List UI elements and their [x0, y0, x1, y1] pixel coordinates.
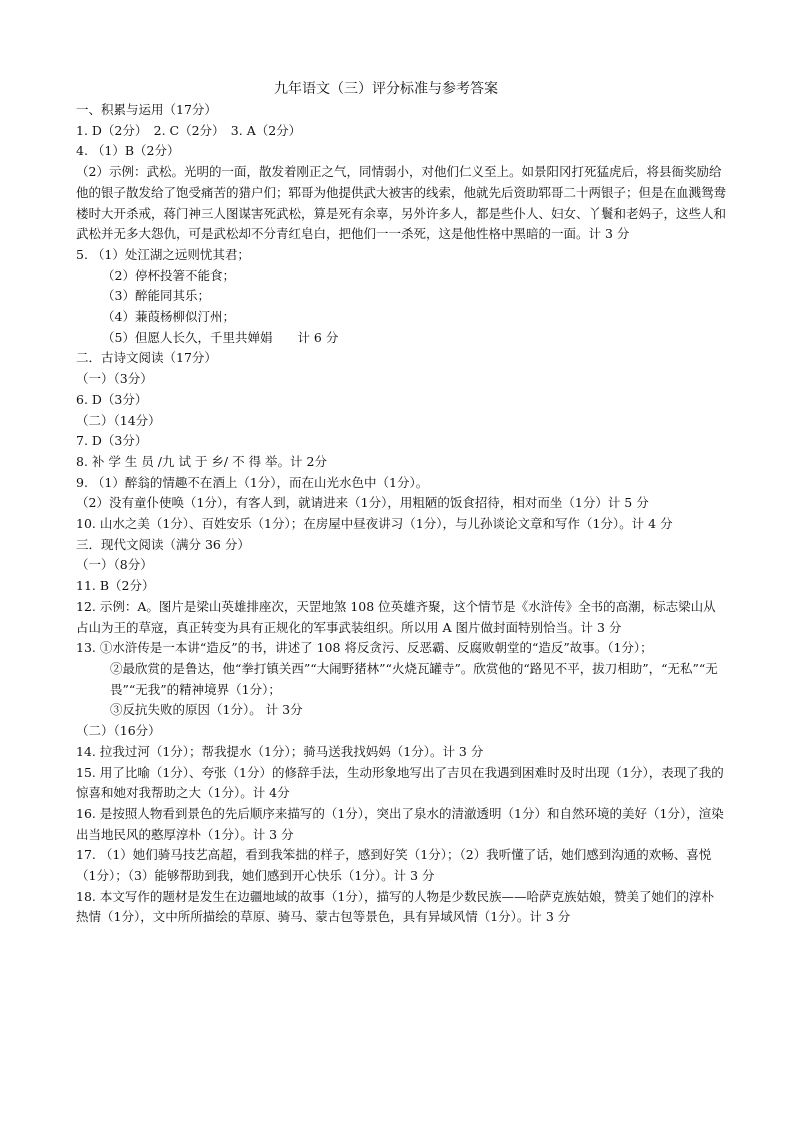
answer-line: 17. （1）她们骑马技艺高超，看到我笨拙的样子，感到好笑（1分）；（2）我听懂了话，她们感到沟通的欢畅、喜悦（1分）；（3）能够帮助到我，她们感到开心快乐（1分）。计 3 分: [76, 847, 712, 884]
answer-line: （5）但愿人长久，千里共婵娟 计 6 分: [102, 329, 339, 345]
answer-line: 10. 山水之美（1分）、百姓安乐（1分）；在房屋中昼夜讲习（1分），与儿孙谈论文章和写作（1分）。计 4 分: [76, 516, 673, 532]
answer-line: （二）（16分）: [76, 723, 161, 739]
answer-line: （二）（14分）: [76, 412, 161, 428]
answer-line: 二．古诗文阅读（17分）: [76, 350, 217, 366]
answer-line: 9. （1）醉翁的情趣不在酒上（1分），而在山光水色中（1分）。: [76, 474, 429, 490]
answer-line: ③反抗失败的原因（1分）。 计 3分: [110, 702, 303, 718]
answer-line: 一、积累与运用（17分）: [76, 102, 217, 117]
answer-line: 13. ①水浒传是一本讲“造反”的书，讲述了 108 将反贪污、反恶霸、反腐败朝堂的“造反”故事。（1分）；: [76, 640, 653, 656]
answer-line: 8. 补 学 生 员 /九 试 于 乡/ 不 得 举。计 2分: [76, 453, 327, 469]
answer-line: （4）蒹葭杨柳似汀州；: [102, 309, 235, 325]
answer-lines: [76, 100, 726, 928]
answer-line: 三．现代文阅读（满分 36 分）: [76, 536, 250, 552]
answer-line: （2）示例：武松。光明的一面，散发着刚正之气，同情弱小，对他们仁义至上。如景阳冈打死猛虎后，将县衙奖励给他的银子散发给了饱受痛苦的猎户们；郓哥为他提供武大被害的线索，他就先后资助郓哥二十两银子；但是在血溅鸳鸯楼时大开杀戒，蒋门神三人图谋害死武松，算是死有余辜，另外许多人，都是些仆人、妇女、丫鬟和老妈子，这些人和武松并无多大怨仇，可是武松却不分青红皂白，把他们一一杀死，这是他性格中黑暗的一面。计 3 分: [76, 164, 727, 242]
answer-document: [76, 78, 726, 928]
answer-line: 14. 拉我过河（1分）；帮我提水（1分）；骑马送我找妈妈（1分）。计 3 分: [76, 743, 484, 759]
answer-line: 7. D（3分）: [76, 433, 148, 449]
answer-line: 1. D（2分） 2. C（2分） 3. A（2分）: [76, 122, 302, 138]
answer-line: （一）（3分）: [76, 371, 153, 387]
answer-line: （2）没有童仆使唤（1分），有客人到，就请进来（1分），用粗陋的饭食招待，相对而坐（1分）计 5 分: [76, 495, 649, 511]
answer-line: （2）停杯投箸不能食；: [102, 267, 235, 283]
answer-line: （3）醉能同其乐；: [102, 288, 210, 304]
answer-line: 18. 本文写作的题材是发生在边疆地域的故事（1分），描写的人物是少数民族——哈萨克族姑娘，赞美了她们的淳朴热情（1分），文中所所描绘的草原、骑马、蒙古包等景色，具有异域风情（1分）。计 3 分: [76, 888, 715, 925]
answer-line: 5. （1）处江湖之远则忧其君；: [76, 246, 250, 262]
answer-line: 4. （1）B（2分）: [76, 143, 180, 159]
answer-line: ②最欣赏的是鲁达，他“拳打镇关西”“大闹野猪林”“火烧瓦罐寺”。欣赏他的“路见不平，拔刀相助”，“无私”“无畏”“无我”的精神境界（1分）；: [110, 660, 718, 697]
document-title: 九年语文（三）评分标准与参考答案: [274, 81, 498, 97]
answer-line: 16. 是按照人物看到景色的先后顺序来描写的（1分），突出了泉水的清澈透明（1分）和自然环境的美好（1分），渲染出当地民风的憨厚淳朴（1分）。计 3 分: [76, 805, 724, 842]
answer-line: 15. 用了比喻（1分）、夸张（1分）的修辞手法，生动形象地写出了吉贝在我遇到困难时及时出现（1分），表现了我的惊喜和她对我帮助之大（1分）。计 4分: [76, 764, 724, 801]
answer-line: 6. D（3分）: [76, 391, 148, 407]
answer-line: 11. B（2分）: [76, 578, 155, 594]
answer-line: 12. 示例：A。图片是梁山英雄排座次，天罡地煞 108 位英雄齐聚，这个情节是《水浒传》全书的高潮，标志梁山从占山为王的草寇，真正转变为具有正规化的军事武装组织。所以用 A 图片做封面特别恰当。计 3 分: [76, 598, 716, 635]
answer-line: （一）（8分）: [76, 557, 153, 573]
